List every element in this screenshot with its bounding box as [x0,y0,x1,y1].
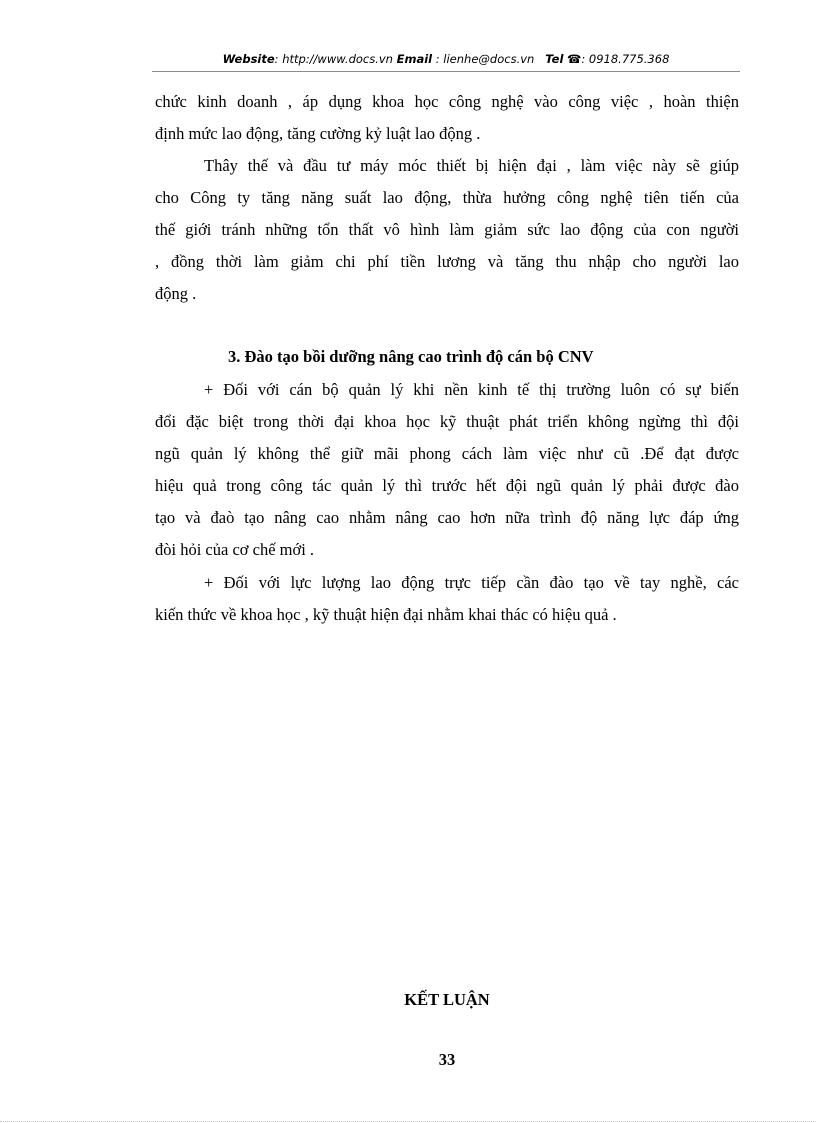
para2-line: thế giới tránh những tổn thất vô hình làm giảm sức lao động của con người [155,220,739,239]
section-heading: 3. Đào tạo bồi dưỡng nâng cao trình độ cán bộ CNV [228,347,594,366]
phone-icon: ☎ [567,52,582,66]
para3-line: tạo và đaò tạo nâng cao nhằm nâng cao hơn nữa trình độ năng lực đáp ứng [155,508,739,527]
page-header [152,52,740,72]
header-divider [152,71,740,72]
para3-line: đòi hỏi của cơ chế mới . [155,540,315,559]
para2-line: Thây thế và đầu tư máy móc thiết bị hiện đại , làm việc này sẽ giúp [204,156,739,175]
website-value: : http://www.docs.vn [274,52,393,66]
email-value: : lienhe@docs.vn [432,52,535,66]
para3-line: đổi đặc biệt trong thời đại khoa học kỹ thuật phát triển không ngừng thì đội [155,412,739,431]
page-number: 33 [438,1050,456,1069]
para4-line: + Đối với lực lượng lao động trực tiếp cần đào tạo về tay nghề, các [204,573,739,592]
para3-line: ngũ quản lý không thể giữ mãi phong cách làm việc như cũ .Để đạt được [155,444,739,463]
para2-line: cho Công ty tăng năng suất lao động, thừa hưởng công nghệ tiên tiến của [155,188,739,207]
tel-value: : 0918.775.368 [581,52,670,66]
para1-line: định mức lao động, tăng cường kỷ luật lao động . [155,124,481,143]
tel-label: Tel [545,52,564,66]
conclusion-heading: KẾT LUẬN [404,990,490,1009]
page-bottom-border [0,1121,816,1122]
para2-line: , đồng thời làm giảm chi phí tiền lương và tăng thu nhập cho người lao [155,252,739,271]
para3-line: + Đối với cán bộ quản lý khi nền kinh tế thị trường luôn có sự biến [204,380,739,399]
para3-line: hiệu quả trong công tác quản lý thì trước hết đội ngũ quản lý phải được đào [155,476,739,495]
para2-line: động . [155,284,197,303]
website-label: Website [222,52,275,66]
para1-line: chức kinh doanh , áp dụng khoa học công nghệ vào công việc , hoàn thiện [155,92,739,111]
email-label: Email [396,52,433,66]
para4-line: kiến thức về khoa học , kỹ thuật hiện đại nhằm khai thác có hiệu quả . [155,605,617,624]
